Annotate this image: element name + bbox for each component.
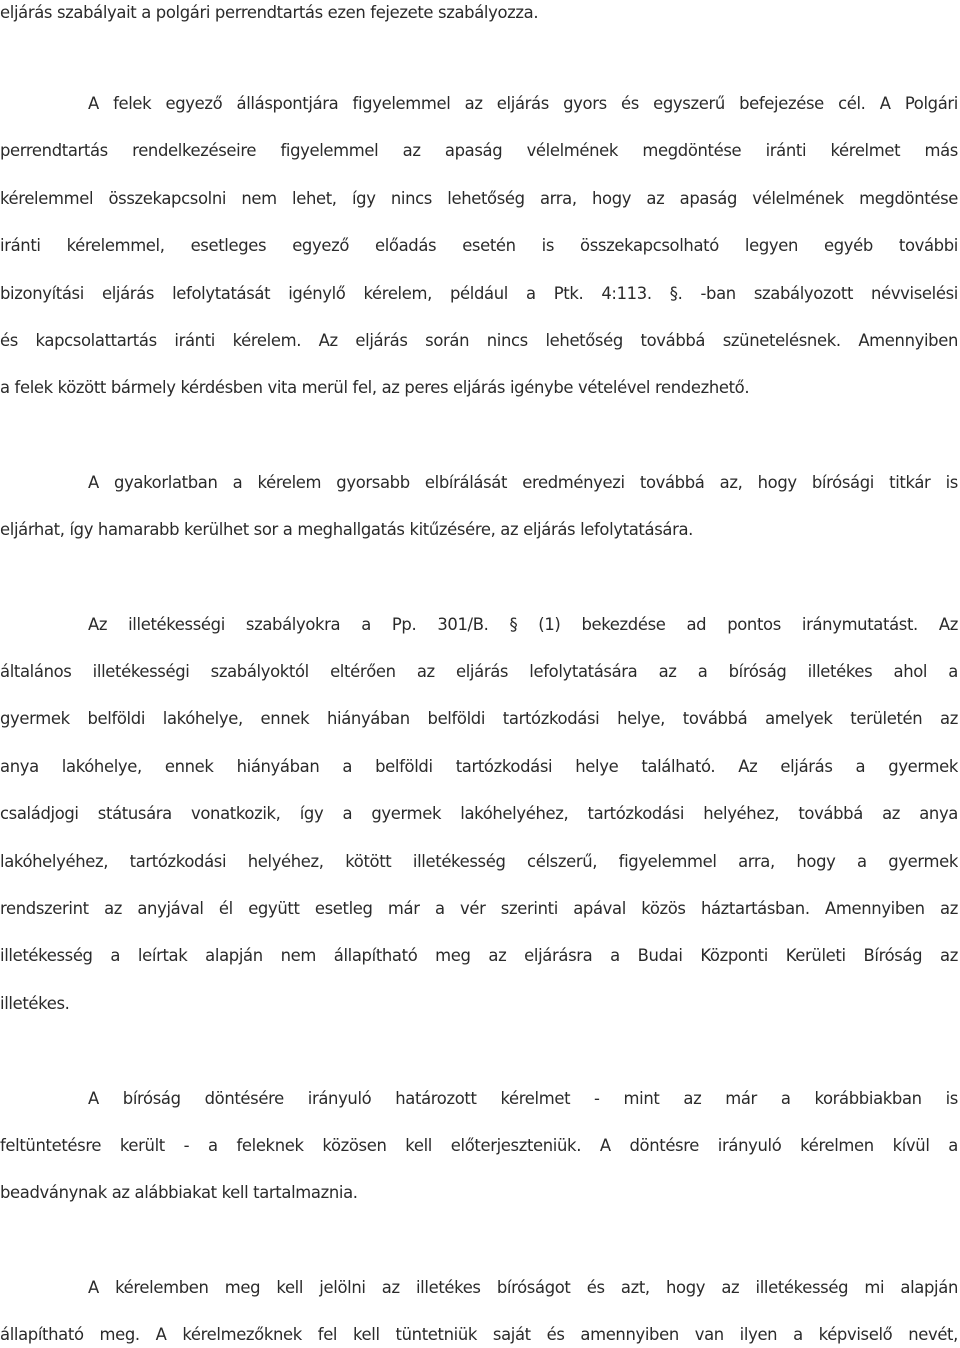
text-line: illetékesség a leírtak alapján nem állapítható meg az eljárásra a Budai Központi Kerületi Bíróság az	[0, 946, 958, 965]
text-line: feltüntetésre került - a feleknek közösen kell előterjeszteniük. A döntésre irányuló kérelmen kívül a	[0, 1136, 958, 1155]
text-line: a felek között bármely kérdésben vita merül fel, az peres eljárás igénybe vételével rendezhető.	[0, 378, 750, 397]
text-line: illetékes.	[0, 994, 70, 1013]
text-line: beadványnak az alábbiakat kell tartalmaznia.	[0, 1183, 358, 1202]
text-line: perrendtartás rendelkezéseire figyelemmel az apaság vélelmének megdöntése iránti kérelmet más	[0, 141, 958, 160]
text-line: A bíróság döntésére irányuló határozott kérelmet - mint az már a korábbiakban is	[88, 1089, 958, 1108]
text-line: A felek egyező álláspontjára figyelemmel az eljárás gyors és egyszerű befejezése cél. A Polgári	[88, 94, 958, 113]
text-line: A gyakorlatban a kérelem gyorsabb elbírálását eredményezi továbbá az, hogy bírósági titkár is	[88, 473, 958, 492]
text-line: eljárás szabályait a polgári perrendtartás ezen fejezete szabályozza.	[0, 3, 539, 22]
text-line: Az illetékességi szabályokra a Pp. 301/B. § (1) bekezdése ad pontos iránymutatást. Az	[88, 615, 958, 634]
text-line: anya lakóhelye, ennek hiányában a belföldi tartózkodási helye található. Az eljárás a gyermek	[0, 757, 958, 776]
text-line: és kapcsolattartás iránti kérelem. Az eljárás során nincs lehetőség továbbá szünetelésnek. Amennyiben	[0, 331, 958, 350]
text-line: rendszerint az anyjával él együtt esetleg már a vér szerinti apával közös háztartásban. Amennyiben az	[0, 899, 958, 918]
text-line: kérelemmel összekapcsolni nem lehet, így nincs lehetőség arra, hogy az apaság vélelmének megdöntése	[0, 189, 958, 208]
text-line: általános illetékességi szabályoktól eltérően az eljárás lefolytatására az a bíróság illetékes ahol a	[0, 662, 958, 681]
text-line: A kérelemben meg kell jelölni az illetékes bíróságot és azt, hogy az illetékesség mi alapján	[88, 1278, 958, 1297]
text-line: lakóhelyéhez, tartózkodási helyéhez, kötött illetékesség célszerű, figyelemmel arra, hogy a gyermek	[0, 852, 958, 871]
text-line: családjogi státusára vonatkozik, így a gyermek lakóhelyéhez, tartózkodási helyéhez, továbbá az anya	[0, 804, 958, 823]
text-line: bizonyítási eljárás lefolytatását igénylő kérelem, például a Ptk. 4:113. §. -ban szabályozott névviselési	[0, 284, 958, 303]
text-line: gyermek belföldi lakóhelye, ennek hiányában belföldi tartózkodási helye, továbbá amelyek területén az	[0, 709, 958, 728]
text-line: állapítható meg. A kérelmezőknek fel kell tüntetniük saját és amennyiben van ilyen a képviselő nevét,	[0, 1325, 958, 1344]
text-line: iránti kérelemmel, esetleges egyező előadás esetén is összekapcsolható legyen egyéb további	[0, 236, 958, 255]
text-line: eljárhat, így hamarabb kerülhet sor a meghallgatás kitűzésére, az eljárás lefolytatására.	[0, 520, 694, 539]
